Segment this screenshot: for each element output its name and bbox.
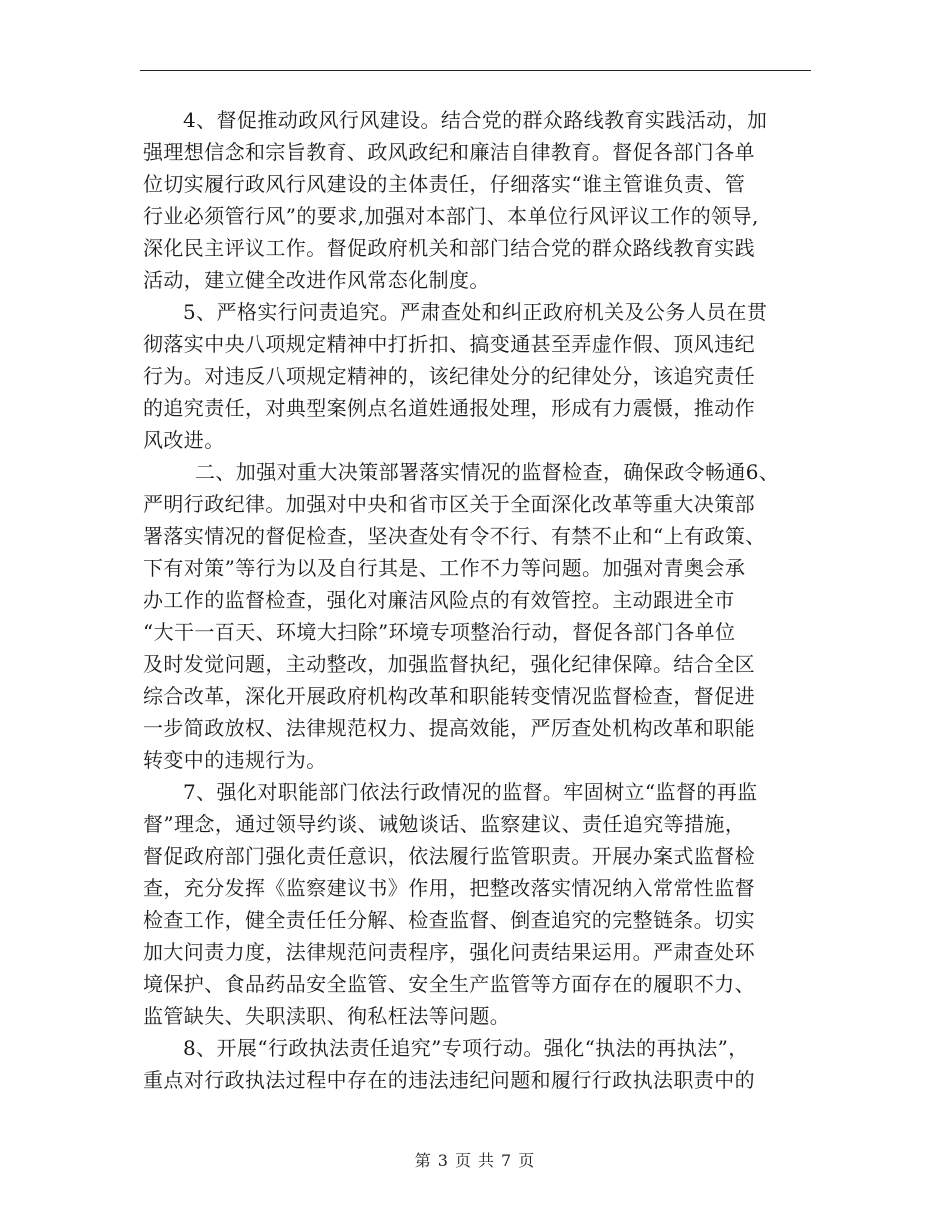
text-line: 检查工作，健全责任任分解、检查监督、倒查追究的完整链条。切实 <box>143 908 755 932</box>
text-line: 深化民主评议工作。督促政府机关和部门结合党的群众路线教育实践 <box>143 236 755 260</box>
text-line: 转变中的违规行为。 <box>143 748 327 772</box>
text-line: 境保护、食品药品安全监管、安全生产监管等方面存在的履职不力、 <box>143 972 755 996</box>
text-line: 一步简政放权、法律规范权力、提高效能，严厉查处机构改革和职能 <box>143 716 755 740</box>
footer-suffix: 页 <box>518 1151 536 1170</box>
text-line: 办工作的监督检查，强化对廉洁风险点的有效管控。主动跟进全市 <box>143 588 735 612</box>
footer-prefix: 第 <box>414 1151 432 1170</box>
paragraph-5 <box>143 296 815 456</box>
text-line: 署落实情况的督促检查，坚决查处有令不行、有禁不止和“上有政策、 <box>143 524 766 548</box>
text-line: 行为。对违反八项规定精神的，该纪律处分的纪律处分，该追究责任 <box>143 364 755 388</box>
text-line: 强理想信念和宗旨教育、政风政纪和廉洁自律教育。督促各部门各单 <box>143 140 755 164</box>
text-line: 下有对策”等行为以及自行其是、工作不力等问题。加强对青奥会承 <box>143 556 746 580</box>
text-line: 二、加强对重大决策部署落实情况的监督检查，确保政令畅通6、 <box>195 460 780 484</box>
text-line: 督”理念，通过领导约谈、诫勉谈话、监察建议、责任追究等措施， <box>143 812 746 836</box>
page-number-footer <box>0 1148 950 1171</box>
text-line: 彻落实中央八项规定精神中打折扣、搞变通甚至弄虚作假、顶风违纪 <box>143 332 755 356</box>
text-line: 及时发觉问题，主动整改，加强监督执纪，强化纪律保障。结合全区 <box>143 652 755 676</box>
text-line: 活动，建立健全改进作风常态化制度。 <box>143 268 490 292</box>
text-line: 5、严格实行问责追究。严肃查处和纠正政府机关及公务人员在贯 <box>183 300 768 324</box>
paragraph-section-2 <box>143 456 815 776</box>
text-line: 加大问责力度，法律规范问责程序，强化问责结果运用。严肃查处环 <box>143 940 755 964</box>
paragraph-7 <box>143 776 815 1032</box>
text-line: 监管缺失、失职渎职、徇私枉法等问题。 <box>143 1004 511 1028</box>
text-line: 的追究责任，对典型案例点名道姓通报处理，形成有力震慑，推动作 <box>143 396 755 420</box>
current-page-number: 3 <box>437 1151 449 1170</box>
document-body <box>143 104 815 1096</box>
total-page-count: 7 <box>501 1151 513 1170</box>
paragraph-8 <box>143 1032 815 1096</box>
text-line: 7、强化对职能部门依法行政情况的监督。牢固树立“监督的再监 <box>183 780 758 804</box>
text-line: 重点对行政执法过程中存在的违法违纪问题和履行行政执法职责中的 <box>143 1068 755 1092</box>
footer-middle: 页 共 <box>454 1151 496 1170</box>
paragraph-4 <box>143 104 815 296</box>
text-line: 严明行政纪律。加强对中央和省市区关于全面深化改革等重大决策部 <box>143 492 755 516</box>
text-line: 8、开展“行政执法责任追究”专项行动。强化“执法的再执法”， <box>183 1036 749 1060</box>
text-line: 4、督促推动政风行风建设。结合党的群众路线教育实践活动，加 <box>183 108 768 132</box>
text-line: “大干一百天、环境大扫除”环境专项整治行动，督促各部门各单位 <box>143 620 736 644</box>
header-rule <box>140 70 811 71</box>
text-line: 行业必须管行风”的要求,加强对本部门、本单位行风评议工作的领导, <box>143 204 759 228</box>
text-line: 综合改革，深化开展政府机构改革和职能转变情况监督检查，督促进 <box>143 684 755 708</box>
text-line: 查，充分发挥《监察建议书》作用，把整改落实情况纳入常常性监督 <box>143 876 755 900</box>
text-line: 风改进。 <box>143 428 225 452</box>
text-line: 位切实履行政风行风建设的主体责任，仔细落实“谁主管谁负责、管 <box>143 172 746 196</box>
text-line: 督促政府部门强化责任意识，依法履行监管职责。开展办案式监督检 <box>143 844 755 868</box>
